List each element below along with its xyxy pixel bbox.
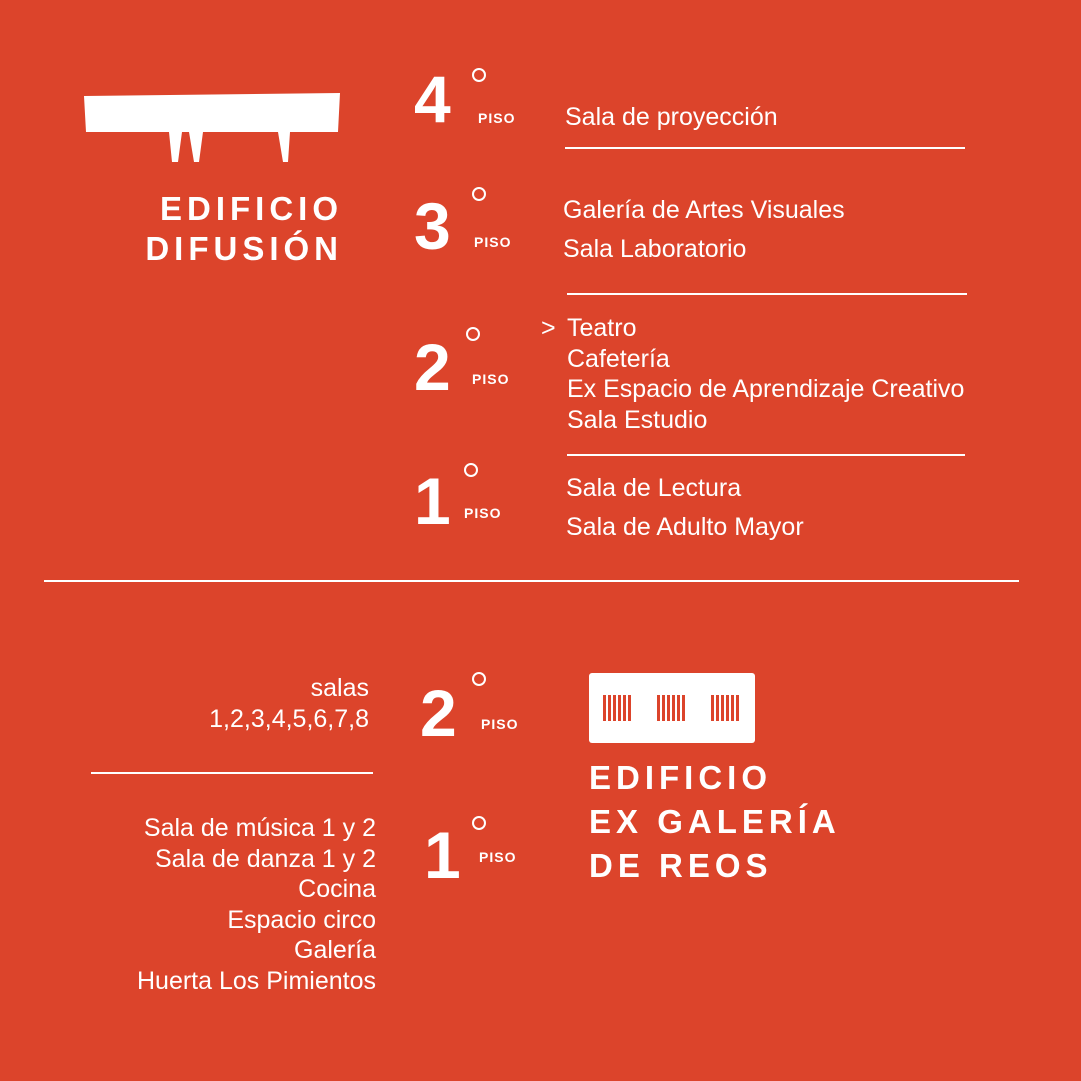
room-list-floor-3 bbox=[563, 191, 845, 269]
section-divider bbox=[44, 580, 1019, 582]
building-title-line: DIFUSIÓN bbox=[145, 230, 343, 267]
floor-label: PISO bbox=[474, 234, 512, 250]
degree-icon bbox=[466, 327, 480, 341]
floor-label: PISO bbox=[479, 849, 517, 865]
floor-marker-reos-2 bbox=[420, 676, 540, 760]
building-title-reos bbox=[589, 756, 841, 888]
building-title-line: DE REOS bbox=[589, 847, 773, 884]
room-list-floor-1 bbox=[566, 469, 804, 547]
room-item: Sala Estudio bbox=[567, 405, 708, 434]
room-item: Sala de proyección bbox=[565, 103, 778, 131]
floor-marker-4 bbox=[414, 62, 534, 146]
room-item: Cocina bbox=[298, 875, 376, 903]
floor-number: 1 bbox=[414, 464, 449, 538]
room-item: Sala Laboratorio bbox=[563, 235, 747, 263]
room-item: salas bbox=[310, 674, 369, 702]
floor-marker-3 bbox=[414, 189, 534, 273]
room-list-reos-floor-1 bbox=[137, 813, 376, 996]
building-difusion-icon bbox=[82, 92, 342, 168]
room-item: Galería de Artes Visuales bbox=[563, 196, 845, 224]
room-item: Sala de danza 1 y 2 bbox=[155, 844, 376, 873]
floor-number: 4 bbox=[414, 62, 449, 136]
building-title-difusion bbox=[145, 189, 343, 269]
floor-number: 1 bbox=[424, 818, 459, 892]
room-item: Sala de Lectura bbox=[566, 474, 742, 502]
chevron-right-icon: > bbox=[541, 314, 556, 342]
building-title-line: EDIFICIO bbox=[589, 759, 773, 796]
degree-icon bbox=[472, 816, 486, 830]
room-item: Sala de música 1 y 2 bbox=[143, 814, 376, 842]
room-item: Ex Espacio de Aprendizaje Creativo bbox=[567, 375, 965, 403]
room-item-active bbox=[541, 313, 964, 344]
floor-number: 2 bbox=[420, 676, 455, 750]
degree-icon bbox=[472, 68, 486, 82]
building-title-line: EDIFICIO bbox=[159, 190, 343, 227]
floor-label: PISO bbox=[478, 110, 516, 126]
room-list-reos-floor-2 bbox=[209, 673, 369, 734]
room-item: Huerta Los Pimientos bbox=[136, 966, 376, 995]
floor-marker-reos-1 bbox=[424, 818, 544, 902]
divider bbox=[565, 147, 965, 149]
floor-marker-1 bbox=[414, 464, 534, 548]
divider bbox=[91, 772, 373, 774]
floor-number: 2 bbox=[414, 330, 449, 404]
building-reos-icon bbox=[589, 673, 755, 743]
degree-icon bbox=[472, 672, 486, 686]
building-title-line: EX GALERÍA bbox=[589, 803, 841, 840]
room-item: Cafetería bbox=[567, 344, 670, 373]
room-item: Galería bbox=[294, 936, 376, 964]
degree-icon bbox=[464, 463, 478, 477]
degree-icon bbox=[472, 187, 486, 201]
room-item-label: Teatro bbox=[567, 314, 637, 342]
room-list-floor-4 bbox=[565, 98, 778, 137]
room-item: Espacio circo bbox=[227, 905, 376, 934]
floor-label: PISO bbox=[472, 371, 510, 387]
floor-label: PISO bbox=[464, 505, 502, 521]
floor-marker-2 bbox=[414, 330, 534, 414]
floor-number: 3 bbox=[414, 189, 449, 263]
divider bbox=[567, 293, 967, 295]
room-list-floor-2 bbox=[541, 313, 965, 435]
divider bbox=[567, 454, 965, 456]
floor-label: PISO bbox=[481, 716, 519, 732]
room-item: Sala de Adulto Mayor bbox=[566, 513, 804, 541]
room-item: 1,2,3,4,5,6,7,8 bbox=[209, 704, 369, 733]
